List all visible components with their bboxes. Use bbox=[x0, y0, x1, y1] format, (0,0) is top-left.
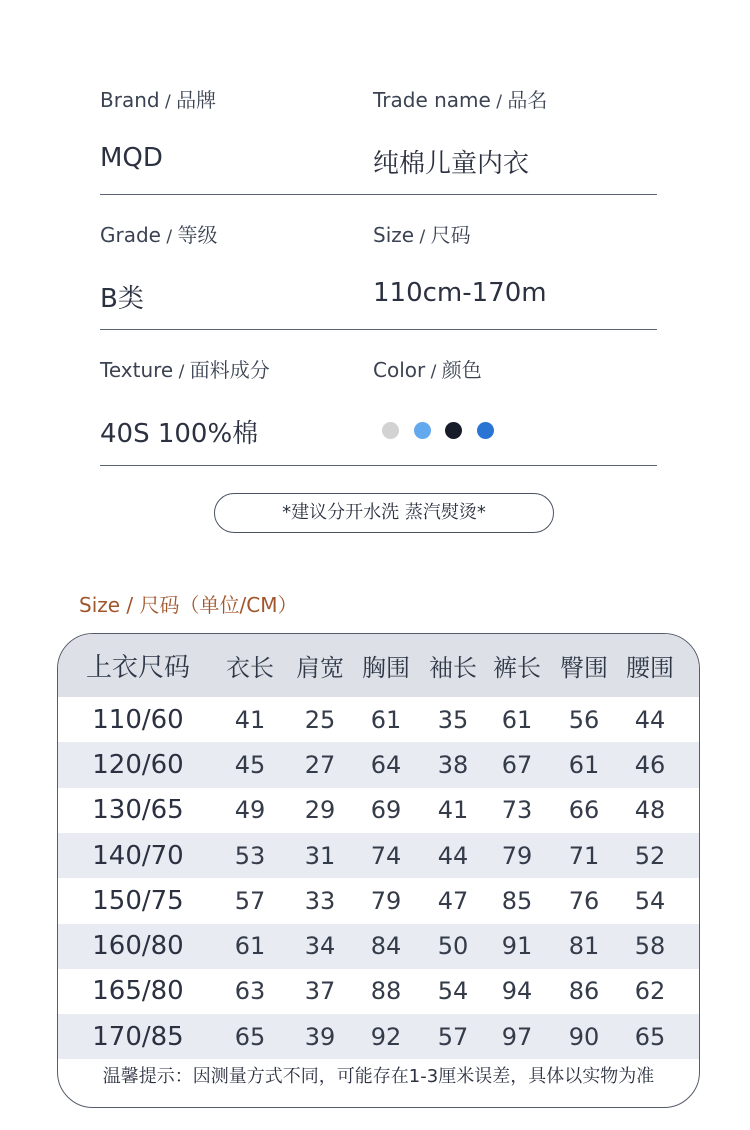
table-cell: 61 bbox=[568, 750, 600, 779]
trade-name-value: 纯棉儿童内衣 bbox=[373, 149, 530, 179]
table-cell: 94 bbox=[501, 977, 533, 1006]
table-cell: 165/80 bbox=[92, 976, 184, 1007]
table-header-cell: 肩宽 bbox=[296, 654, 344, 682]
table-cell: 41 bbox=[234, 705, 266, 734]
table-row bbox=[58, 969, 699, 1014]
grade-value: B类 bbox=[100, 284, 144, 314]
color-swatch[interactable] bbox=[414, 422, 431, 439]
table-row bbox=[58, 924, 699, 969]
table-header-cell: 臀围 bbox=[560, 654, 608, 682]
trade-name-label: Trade name / 品名 bbox=[373, 88, 548, 112]
table-cell: 54 bbox=[437, 977, 469, 1006]
table-cell: 74 bbox=[370, 841, 402, 870]
table-cell: 65 bbox=[634, 1022, 666, 1051]
table-row bbox=[58, 788, 699, 833]
table-cell: 81 bbox=[568, 932, 600, 961]
brand-field bbox=[100, 84, 216, 173]
table-cell: 27 bbox=[304, 750, 336, 779]
divider bbox=[100, 329, 657, 330]
grade-label: Grade / 等级 bbox=[100, 223, 218, 247]
table-cell: 53 bbox=[234, 841, 266, 870]
table-row bbox=[58, 697, 699, 742]
table-cell: 25 bbox=[304, 705, 336, 734]
table-row bbox=[58, 878, 699, 923]
table-header-cell: 裤长 bbox=[493, 654, 541, 682]
table-cell: 140/70 bbox=[92, 840, 184, 871]
color-field bbox=[373, 354, 482, 383]
table-cell: 84 bbox=[370, 932, 402, 961]
table-header-cell: 袖长 bbox=[429, 654, 477, 682]
table-cell: 50 bbox=[437, 932, 469, 961]
table-header-cell: 胸围 bbox=[362, 654, 410, 682]
table-cell: 37 bbox=[304, 977, 336, 1006]
table-cell: 33 bbox=[304, 886, 336, 915]
brand-value: MQD bbox=[100, 143, 163, 173]
color-label: Color / 颜色 bbox=[373, 358, 482, 382]
table-cell: 38 bbox=[437, 750, 469, 779]
divider bbox=[100, 194, 657, 195]
table-cell: 61 bbox=[501, 705, 533, 734]
texture-label: Texture / 面料成分 bbox=[100, 358, 270, 382]
table-row bbox=[58, 742, 699, 787]
texture-field bbox=[100, 354, 270, 450]
table-row bbox=[58, 833, 699, 878]
color-swatch[interactable] bbox=[445, 422, 462, 439]
table-cell: 110/60 bbox=[92, 704, 184, 735]
table-cell: 76 bbox=[568, 886, 600, 915]
size-value: 110cm-170m bbox=[373, 278, 547, 308]
table-header-cell: 上衣尺码 bbox=[85, 653, 190, 683]
table-cell: 45 bbox=[234, 750, 266, 779]
table-cell: 54 bbox=[634, 886, 666, 915]
table-cell: 34 bbox=[304, 932, 336, 961]
table-cell: 120/60 bbox=[92, 749, 184, 780]
table-cell: 79 bbox=[370, 886, 402, 915]
table-cell: 90 bbox=[568, 1022, 600, 1051]
table-cell: 57 bbox=[234, 886, 266, 915]
table-cell: 41 bbox=[437, 796, 469, 825]
table-cell: 85 bbox=[501, 886, 533, 915]
table-cell: 88 bbox=[370, 977, 402, 1006]
table-cell: 67 bbox=[501, 750, 533, 779]
table-cell: 58 bbox=[634, 932, 666, 961]
care-notice: *建议分开水洗 蒸汽熨烫* bbox=[214, 493, 554, 533]
table-cell: 150/75 bbox=[92, 885, 184, 916]
table-cell: 47 bbox=[437, 886, 469, 915]
table-cell: 39 bbox=[304, 1022, 336, 1051]
table-footnote: 温馨提示：因测量方式不同，可能存在1-3厘米误差，具体以实物为准 bbox=[102, 1066, 655, 1087]
table-cell: 79 bbox=[501, 841, 533, 870]
table-cell: 57 bbox=[437, 1022, 469, 1051]
divider bbox=[100, 465, 657, 466]
table-cell: 66 bbox=[568, 796, 600, 825]
table-cell: 63 bbox=[234, 977, 266, 1006]
table-cell: 65 bbox=[234, 1022, 266, 1051]
texture-value: 40S 100%棉 bbox=[100, 419, 259, 449]
trade-name-field bbox=[373, 84, 547, 180]
table-cell: 35 bbox=[437, 705, 469, 734]
table-cell: 29 bbox=[304, 796, 336, 825]
table-cell: 56 bbox=[568, 705, 600, 734]
table-cell: 44 bbox=[634, 705, 666, 734]
table-cell: 64 bbox=[370, 750, 402, 779]
table-cell: 31 bbox=[304, 841, 336, 870]
table-cell: 170/85 bbox=[92, 1021, 184, 1052]
table-cell: 97 bbox=[501, 1022, 533, 1051]
table-header-row bbox=[58, 634, 699, 697]
table-cell: 160/80 bbox=[92, 931, 184, 962]
table-cell: 62 bbox=[634, 977, 666, 1006]
size-chart-title: Size / 尺码（单位/CM） bbox=[79, 593, 298, 617]
table-cell: 71 bbox=[568, 841, 600, 870]
table-cell: 92 bbox=[370, 1022, 402, 1051]
table-cell: 46 bbox=[634, 750, 666, 779]
table-cell: 44 bbox=[437, 841, 469, 870]
color-swatch[interactable] bbox=[477, 422, 494, 439]
table-cell: 61 bbox=[234, 932, 266, 961]
size-field bbox=[373, 219, 547, 308]
table-cell: 48 bbox=[634, 796, 666, 825]
table-cell: 49 bbox=[234, 796, 266, 825]
table-cell: 52 bbox=[634, 841, 666, 870]
size-label: Size / 尺码 bbox=[373, 223, 471, 247]
table-cell: 69 bbox=[370, 796, 402, 825]
size-table bbox=[57, 633, 700, 1108]
table-cell: 86 bbox=[568, 977, 600, 1006]
table-cell: 130/65 bbox=[92, 795, 184, 826]
table-cell: 73 bbox=[501, 796, 533, 825]
table-cell: 61 bbox=[370, 705, 402, 734]
grade-field bbox=[100, 219, 218, 315]
table-cell: 91 bbox=[501, 932, 533, 961]
table-row bbox=[58, 1014, 699, 1059]
table-header-cell: 衣长 bbox=[226, 654, 274, 682]
table-header-cell: 腰围 bbox=[626, 654, 674, 682]
brand-label: Brand / 品牌 bbox=[100, 88, 217, 112]
color-swatch[interactable] bbox=[382, 422, 399, 439]
